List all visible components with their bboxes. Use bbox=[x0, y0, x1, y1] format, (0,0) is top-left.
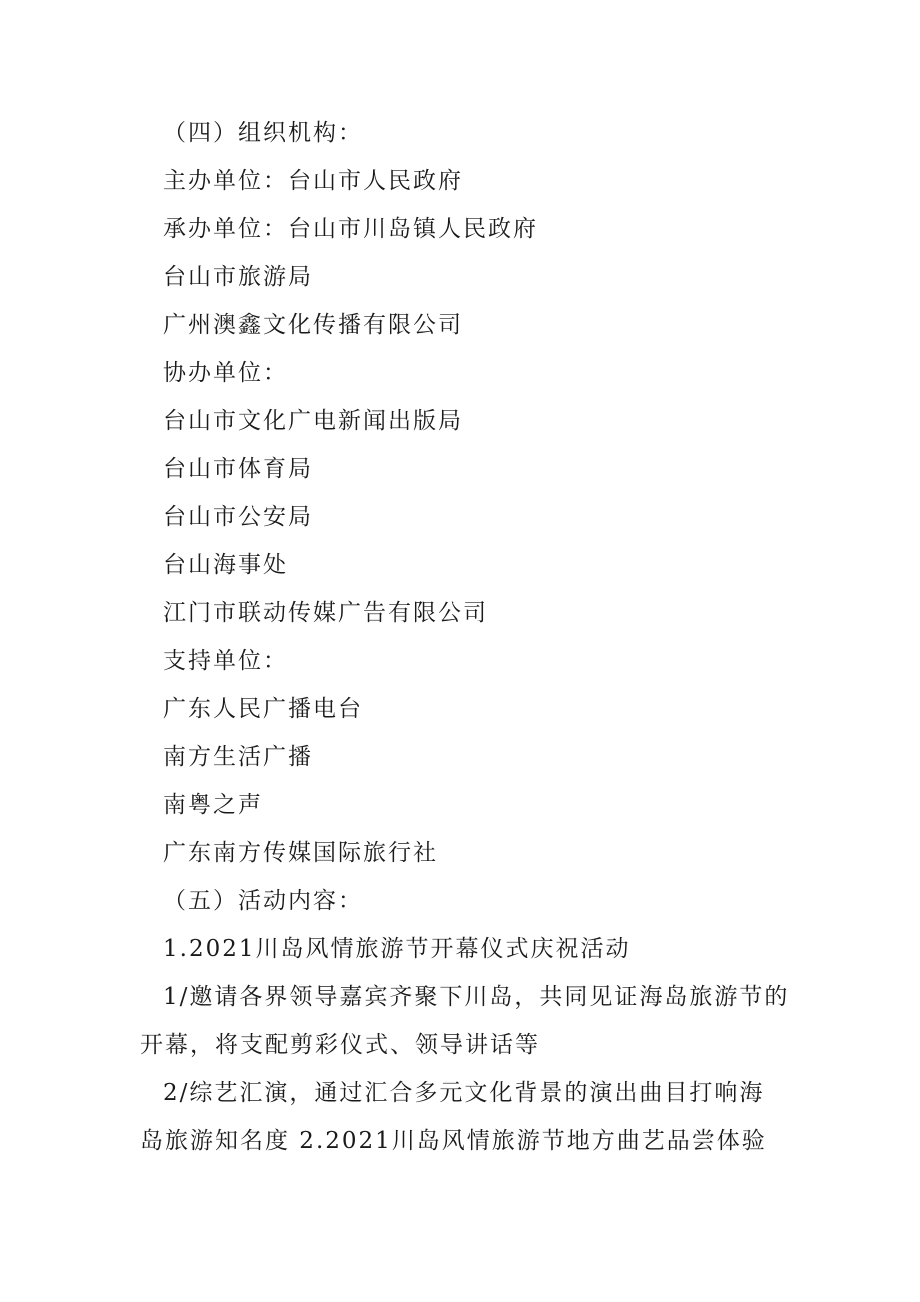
co-organizer-item: 台山市文化广电新闻出版局 bbox=[163, 408, 463, 434]
supporter-item: 南方生活广播 bbox=[163, 744, 313, 770]
activity-paragraph: 1/邀请各界领导嘉宾齐聚下川岛，共同见证海岛旅游节的 bbox=[163, 984, 790, 1010]
undertaking-organizer: 承办单位：台山市川岛镇人民政府 bbox=[163, 216, 538, 242]
section-heading-organization: （四）组织机构： bbox=[163, 120, 363, 146]
supporter-item: 广东人民广播电台 bbox=[163, 696, 363, 722]
activity-paragraph: 2/综艺汇演，通过汇合多元文化背景的演出曲目打响海 bbox=[163, 1080, 765, 1106]
activity-title: 1.2021川岛风情旅游节开幕仪式庆祝活动 bbox=[163, 936, 631, 962]
undertaking-organizer-item: 台山市旅游局 bbox=[163, 264, 313, 290]
co-organizer-item: 江门市联动传媒广告有限公司 bbox=[163, 600, 488, 626]
co-organizer-item: 台山市公安局 bbox=[163, 504, 313, 530]
host-organizer: 主办单位：台山市人民政府 bbox=[163, 168, 463, 194]
undertaking-organizer-item: 广州澳鑫文化传播有限公司 bbox=[163, 312, 463, 338]
co-organizer-item: 台山市体育局 bbox=[163, 456, 313, 482]
co-organizer-item: 台山海事处 bbox=[163, 552, 288, 578]
supporter-item: 南粤之声 bbox=[163, 792, 263, 818]
co-organizer-heading: 协办单位： bbox=[163, 360, 288, 386]
activity-paragraph-continued: 开幕，将支配剪彩仪式、领导讲话等 bbox=[140, 1032, 540, 1058]
activity-paragraph-continued: 岛旅游知名度 2.2021川岛风情旅游节地方曲艺品尝体验 bbox=[140, 1128, 767, 1154]
supporter-heading: 支持单位： bbox=[163, 648, 288, 674]
section-heading-activities: （五）活动内容： bbox=[163, 888, 363, 914]
supporter-item: 广东南方传媒国际旅行社 bbox=[163, 840, 438, 866]
